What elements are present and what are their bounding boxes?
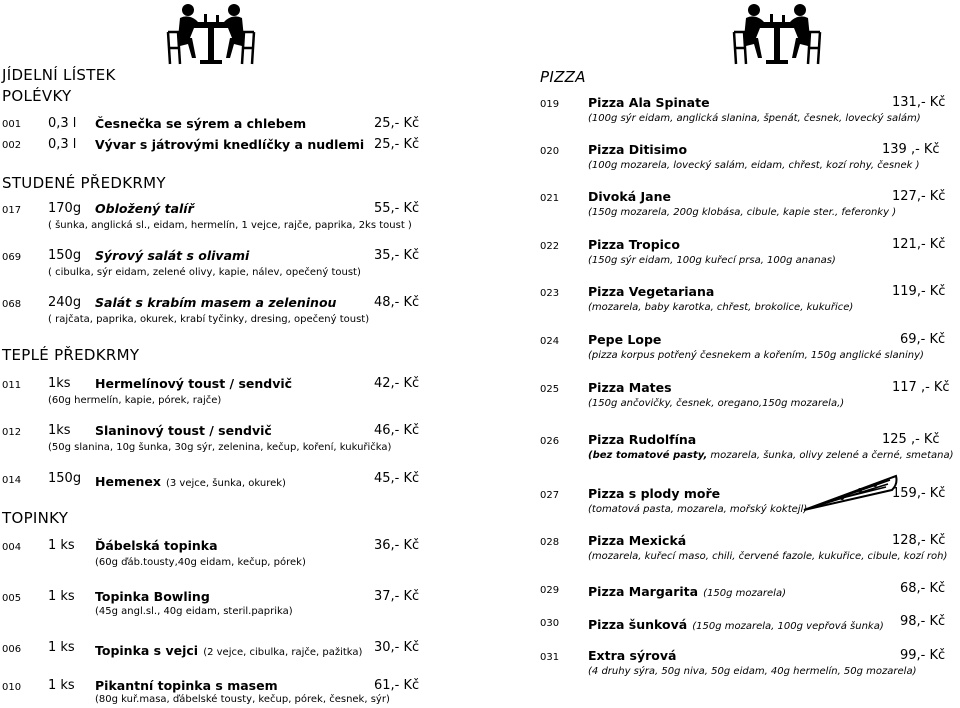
item-description: ( šunka, anglická sl., eidam, hermelín, 1 vejce, rajče, paprika, 2ks toust ) bbox=[48, 220, 412, 231]
item-price: 61,- Kč bbox=[374, 678, 420, 693]
item-code: 017 bbox=[2, 205, 22, 216]
item-name: Sýrový salát s olivami bbox=[95, 248, 250, 263]
item-description: (tomatová pasta, mozarela, mořský koktejl) bbox=[588, 504, 808, 515]
item-code: 024 bbox=[540, 336, 560, 347]
item-name: Hemenex bbox=[95, 474, 161, 489]
item-name: Pepe Lope bbox=[588, 332, 662, 347]
item-code: 069 bbox=[2, 252, 22, 263]
item-qty: 1 ks bbox=[48, 678, 75, 693]
item-price: 48,- Kč bbox=[374, 295, 420, 310]
item-description: (150g mozarela) bbox=[703, 588, 786, 599]
item-qty: 1ks bbox=[48, 423, 71, 438]
bistro-couple-icon bbox=[732, 2, 822, 66]
item-description: (3 vejce, šunka, okurek) bbox=[165, 478, 286, 489]
item-code: 011 bbox=[2, 380, 22, 391]
item-name: Divoká Jane bbox=[588, 189, 671, 204]
item-qty: 0,3 l bbox=[48, 116, 77, 131]
item-description: (45g angl.sl., 40g eidam, steril.paprika) bbox=[95, 606, 293, 617]
item-qty: 170g bbox=[48, 201, 82, 216]
item-name: Salát s krabím masem a zeleninou bbox=[95, 295, 337, 310]
item-code: 002 bbox=[2, 140, 22, 151]
item-code: 010 bbox=[2, 682, 22, 693]
item-price: 139 ,- Kč bbox=[882, 142, 940, 157]
item-name: Pizza Ditisimo bbox=[588, 142, 688, 157]
section-heading-warm: TEPLÉ PŘEDKRMY bbox=[2, 346, 140, 364]
item-price: 121,- Kč bbox=[892, 237, 946, 252]
item-description: (mozarela, kuřecí maso, chili, červené fazole, kukuřice, cibule, kozí roh) bbox=[588, 551, 948, 562]
item-code: 019 bbox=[540, 99, 560, 110]
bistro-couple-icon bbox=[166, 2, 256, 66]
item-qty: 1ks bbox=[48, 376, 71, 391]
item-qty: 150g bbox=[48, 248, 82, 263]
item-description: (150g mozarela, 100g vepřová šunka) bbox=[692, 621, 884, 632]
item-code: 025 bbox=[540, 384, 560, 395]
item-description: (60g hermelín, kapie, pórek, rajče) bbox=[48, 395, 222, 406]
item-price: 159,- Kč bbox=[892, 486, 946, 501]
pizza-slice-icon bbox=[800, 470, 900, 514]
item-name-line bbox=[588, 581, 786, 600]
item-price: 127,- Kč bbox=[892, 189, 946, 204]
item-code: 006 bbox=[2, 644, 22, 655]
item-price: 36,- Kč bbox=[374, 538, 420, 553]
section-heading-toast: TOPINKY bbox=[2, 509, 69, 527]
item-name: Ďábelská topinka bbox=[95, 538, 218, 553]
item-name: Pizza s plody moře bbox=[588, 486, 721, 501]
item-price: 99,- Kč bbox=[900, 648, 946, 663]
item-code: 027 bbox=[540, 490, 560, 501]
item-qty: 1 ks bbox=[48, 640, 75, 655]
item-name-line bbox=[588, 614, 884, 633]
section-heading-cold: STUDENÉ PŘEDKRMY bbox=[2, 174, 166, 192]
item-description: ( rajčata, paprika, okurek, krabí tyčinky, dresing, opečený toust) bbox=[48, 314, 370, 325]
item-code: 068 bbox=[2, 299, 22, 310]
item-description: (pizza korpus potřený česnekem a kořením, 150g anglické slaniny) bbox=[588, 350, 924, 361]
item-price: 69,- Kč bbox=[900, 332, 946, 347]
item-price: 45,- Kč bbox=[374, 471, 420, 486]
item-name: Pizza Margarita bbox=[588, 584, 699, 599]
item-price: 125 ,- Kč bbox=[882, 432, 940, 447]
item-code: 030 bbox=[540, 618, 560, 629]
item-description: (80g kuř.masa, ďábelské tousty, kečup, pórek, česnek, sýr) bbox=[95, 694, 390, 705]
item-price: 25,- Kč bbox=[374, 116, 420, 131]
item-price: 119,- Kč bbox=[892, 284, 946, 299]
item-description: (60g ďáb.tousty,40g eidam, kečup, pórek) bbox=[95, 557, 306, 568]
item-description: (100g mozarela, lovecký salám, eidam, chřest, kozí rohy, česnek ) bbox=[588, 160, 920, 171]
item-code: 005 bbox=[2, 593, 22, 604]
item-price: 35,- Kč bbox=[374, 248, 420, 263]
item-price: 30,- Kč bbox=[374, 640, 420, 655]
item-description: (4 druhy sýra, 50g niva, 50g eidam, 40g hermelín, 50g mozarela) bbox=[588, 666, 917, 677]
item-name: Pizza Mexická bbox=[588, 533, 687, 548]
item-name-line bbox=[95, 640, 362, 659]
item-name: Extra sýrová bbox=[588, 648, 677, 663]
item-code: 012 bbox=[2, 427, 22, 438]
item-description: mozarela, šunka, olivy zelené a černé, smetana) bbox=[707, 450, 954, 461]
item-name: Pikantní topinka s masem bbox=[95, 678, 278, 693]
item-price: 117 ,- Kč bbox=[892, 380, 950, 395]
item-code: 029 bbox=[540, 585, 560, 596]
item-code: 022 bbox=[540, 241, 560, 252]
item-name: Česnečka se sýrem a chlebem bbox=[95, 116, 307, 131]
item-description-line bbox=[588, 450, 953, 461]
item-code: 026 bbox=[540, 436, 560, 447]
item-name: Topinka Bowling bbox=[95, 589, 210, 604]
item-price: 25,- Kč bbox=[374, 137, 420, 152]
item-code: 020 bbox=[540, 146, 560, 157]
item-name: Slaninový toust / sendvič bbox=[95, 423, 272, 438]
item-description: ( cibulka, sýr eidam, zelené olivy, kapie, nálev, opečený toust) bbox=[48, 267, 361, 278]
item-code: 001 bbox=[2, 119, 22, 130]
item-name: Pizza Rudolfína bbox=[588, 432, 697, 447]
item-qty: 240g bbox=[48, 295, 82, 310]
item-name: Pizza Tropico bbox=[588, 237, 680, 252]
item-name: Pizza Vegetariana bbox=[588, 284, 715, 299]
item-name: Topinka s vejci bbox=[95, 643, 199, 658]
item-price: 128,- Kč bbox=[892, 533, 946, 548]
item-description: (100g sýr eidam, anglická slanina, špenát, česnek, lovecký salám) bbox=[588, 113, 921, 124]
item-description: (150g sýr eidam, 100g kuřecí prsa, 100g ananas) bbox=[588, 255, 836, 266]
item-code: 028 bbox=[540, 537, 560, 548]
item-qty: 150g bbox=[48, 471, 82, 486]
item-name: Pizza Mates bbox=[588, 380, 672, 395]
item-name: Pizza Ala Spinate bbox=[588, 95, 710, 110]
item-qty: 1 ks bbox=[48, 538, 75, 553]
item-code: 031 bbox=[540, 652, 560, 663]
item-price: 68,- Kč bbox=[900, 581, 946, 596]
item-qty: 1 ks bbox=[48, 589, 75, 604]
item-description: (150g mozarela, 200g klobása, cibule, kapie ster., feferonky ) bbox=[588, 207, 897, 218]
section-heading-soups: POLÉVKY bbox=[2, 87, 72, 105]
item-price: 46,- Kč bbox=[374, 423, 420, 438]
item-code: 014 bbox=[2, 475, 22, 486]
item-description: (50g slanina, 10g šunka, 30g sýr, zelenina, kečup, koření, kukuřička) bbox=[48, 442, 392, 453]
item-code: 021 bbox=[540, 193, 560, 204]
item-description: (2 vejce, cibulka, rajče, pažitka) bbox=[203, 647, 363, 658]
item-name: Pizza šunková bbox=[588, 617, 688, 632]
item-price: 42,- Kč bbox=[374, 376, 420, 391]
item-name: Hermelínový toust / sendvič bbox=[95, 376, 293, 391]
item-code: 004 bbox=[2, 542, 22, 553]
section-heading-pizza: PIZZA bbox=[540, 68, 586, 86]
item-price: 37,- Kč bbox=[374, 589, 420, 604]
item-description-emphasis: (bez tomatové pasty, bbox=[588, 450, 708, 461]
item-description: (mozarela, baby karotka, chřest, brokolice, kukuřice) bbox=[588, 302, 854, 313]
item-name-line bbox=[95, 471, 286, 490]
item-price: 55,- Kč bbox=[374, 201, 420, 216]
item-code: 023 bbox=[540, 288, 560, 299]
item-price: 98,- Kč bbox=[900, 614, 946, 629]
item-qty: 0,3 l bbox=[48, 137, 77, 152]
item-description: (150g ančovičky, česnek, oregano,150g mozarela,) bbox=[588, 398, 845, 409]
page-title: JÍDELNÍ LÍSTEK bbox=[2, 66, 116, 84]
item-price: 131,- Kč bbox=[892, 95, 946, 110]
item-name: Vývar s játrovými knedlíčky a nudlemi bbox=[95, 137, 365, 152]
item-name: Obložený talíř bbox=[95, 201, 194, 216]
